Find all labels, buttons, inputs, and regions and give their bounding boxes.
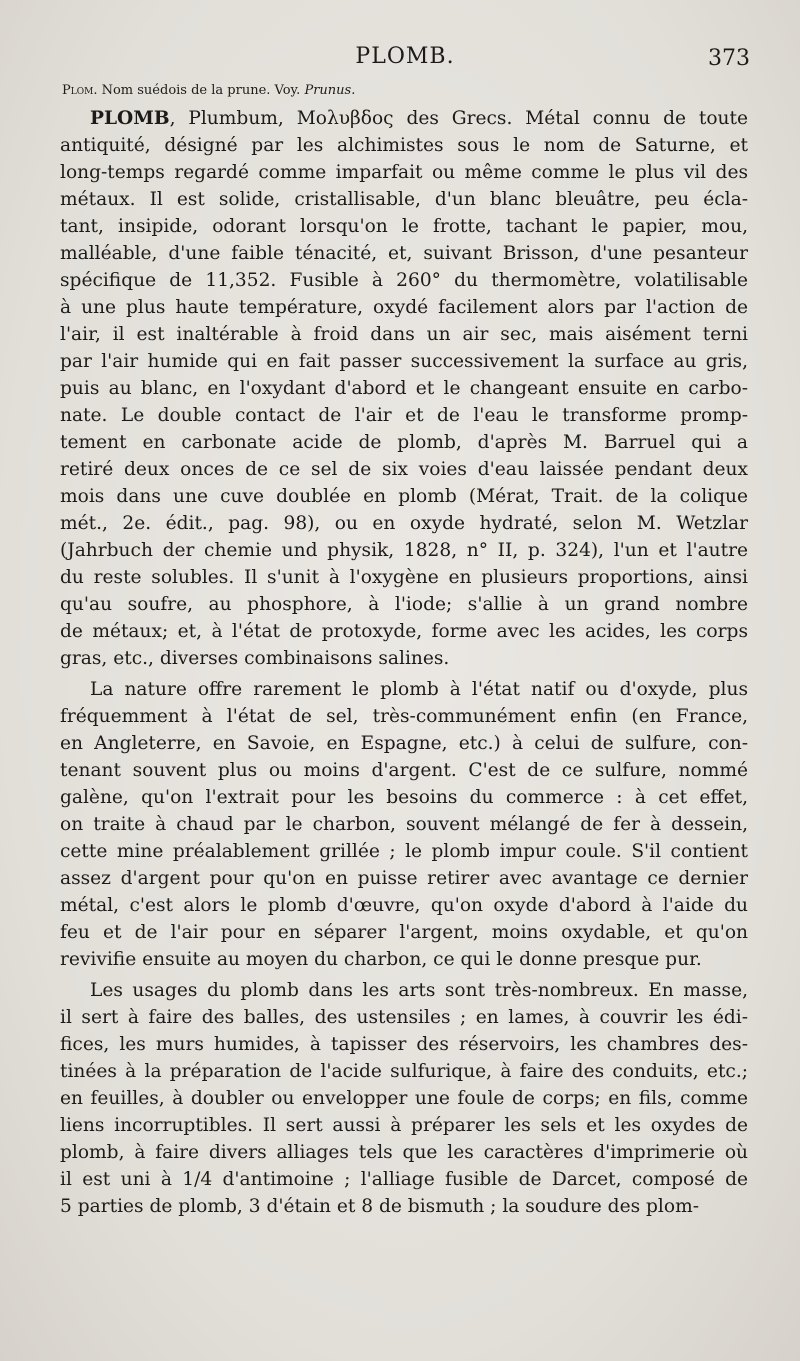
- text-line: il sert à faire des balles, des ustensiles ; en lames, à couvrir les édi-: [60, 1007, 748, 1028]
- text-line: mois dans une cuve doublée en plomb (Mérat, Trait. de la colique: [60, 486, 748, 507]
- paragraph: [60, 977, 748, 1220]
- text-line: 5 parties de plomb, 3 d'étain et 8 de bismuth ; la soudure des plom-: [60, 1196, 699, 1217]
- text-line: assez d'argent pour qu'on en puisse retirer avec avantage ce dernier: [60, 868, 748, 889]
- text-line: fréquemment à l'état de sel, très-communément enfin (en France,: [60, 706, 748, 727]
- text-line: puis au blanc, en l'oxydant d'abord et le changeant ensuite en carbo-: [60, 378, 748, 399]
- text-line: feu et de l'air pour en séparer l'argent, moins oxydable, et qu'on: [60, 922, 748, 943]
- text-line: malléable, d'une faible ténacité, et, suivant Brisson, d'une pesanteur: [60, 243, 748, 264]
- paragraph: [60, 676, 748, 973]
- entry-definition: Nom suédois de la prune. Voy.: [101, 83, 301, 98]
- text-line: en Angleterre, en Savoie, en Espagne, etc.) à celui de sulfure, con-: [60, 733, 748, 754]
- text-line: gras, etc., diverses combinaisons salines.: [60, 648, 450, 669]
- text-line: fices, les murs humides, à tapisser des réservoirs, les chambres des-: [60, 1034, 748, 1055]
- text-line: par l'air humide qui en fait passer successivement la surface au gris,: [60, 351, 748, 372]
- page-number: 373: [708, 46, 750, 71]
- text-line: galène, qu'on l'extrait pour les besoins du commerce : à cet effet,: [60, 787, 748, 808]
- entry-term: Plom.: [62, 83, 98, 98]
- text-line: long-temps regardé comme imparfait ou même comme le plus vil des: [60, 162, 748, 183]
- text-line: PLOMB, Plumbum, Μολυβδος des Grecs. Métal connu de toute: [90, 108, 748, 129]
- page-header: [60, 44, 750, 78]
- text-line: La nature offre rarement le plomb à l'état natif ou d'oxyde, plus: [90, 679, 748, 700]
- text-line: qu'au soufre, au phosphore, à l'iode; s'allie à un grand nombre: [60, 594, 748, 615]
- text-line: revivifie ensuite au moyen du charbon, ce qui le donne presque pur.: [60, 949, 702, 970]
- article-plomb: [60, 105, 748, 1220]
- paragraph: [60, 105, 748, 672]
- text-line: on traite à chaud par le charbon, souvent mélangé de fer à dessein,: [60, 814, 748, 835]
- text-line: métaux. Il est solide, cristallisable, d'un blanc bleuâtre, peu écla-: [60, 189, 748, 210]
- entry-plom: [62, 80, 748, 102]
- text-line: (Jahrbuch der chemie und physik, 1828, n° II, p. 324), l'un et l'autre: [60, 540, 748, 561]
- text-line: il est uni à 1/4 d'antimoine ; l'alliage fusible de Darcet, composé de: [60, 1169, 748, 1190]
- text-line: l'air, il est inaltérable à froid dans un air sec, mais aisément terni: [60, 324, 748, 345]
- text-line: à une plus haute température, oxydé facilement alors par l'action de: [60, 297, 748, 318]
- text-line: tenant souvent plus ou moins d'argent. C'est de ce sulfure, nommé: [60, 760, 748, 781]
- text-line: nate. Le double contact de l'air et de l'eau le transforme promp-: [60, 405, 748, 426]
- text-line: tinées à la préparation de l'acide sulfurique, à faire des conduits, etc.;: [60, 1061, 748, 1082]
- text-line: mét., 2e. édit., pag. 98), ou en oxyde hydraté, selon M. Wetzlar: [60, 513, 748, 534]
- text-line: antiquité, désigné par les alchimistes sous le nom de Saturne, et: [60, 135, 748, 156]
- text-line: en feuilles, à doubler ou envelopper une foule de corps; en fils, comme: [60, 1088, 748, 1109]
- text-line: cette mine préalablement grillée ; le plomb impur coule. S'il contient: [60, 841, 748, 862]
- text-line: de métaux; et, à l'état de protoxyde, forme avec les acides, les corps: [60, 621, 748, 642]
- text-line: retiré deux onces de ce sel de six voies d'eau laissée pendant deux: [60, 459, 748, 480]
- text-line: métal, c'est alors le plomb d'œuvre, qu'on oxyde d'abord à l'aide du: [60, 895, 748, 916]
- text-line: tant, insipide, odorant lorsqu'on le frotte, tachant le papier, mou,: [60, 216, 748, 237]
- page-body: [60, 80, 748, 1224]
- text-line: liens incorruptibles. Il sert aussi à préparer les sels et les oxydes de: [60, 1115, 748, 1136]
- text-line: Les usages du plomb dans les arts sont très-nombreux. En masse,: [90, 980, 748, 1001]
- running-head: PLOMB.: [355, 44, 455, 69]
- entry-cross-reference: Prunus.: [304, 83, 356, 98]
- text-line: plomb, à faire divers alliages tels que les caractères d'imprimerie où: [60, 1142, 748, 1163]
- text-line: spécifique de 11,352. Fusible à 260° du thermomètre, volatilisable: [60, 270, 748, 291]
- text-line: du reste solubles. Il s'unit à l'oxygène en plusieurs proportions, ainsi: [60, 567, 748, 588]
- text-line: tement en carbonate acide de plomb, d'après M. Barruel qui a: [60, 432, 748, 453]
